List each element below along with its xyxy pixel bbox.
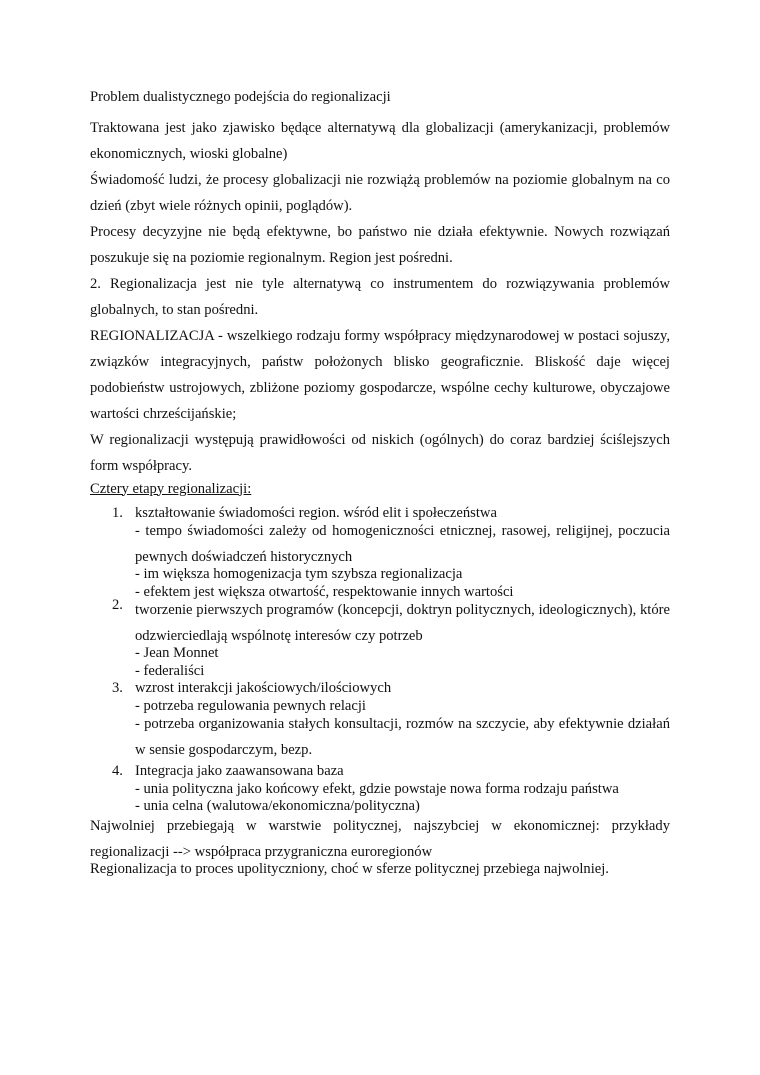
stage-detail: - tempo świadomości zależy od homogeniczności etnicznej, rasowej, religijnej, poczucia pewnych doświadczeń historycznych [135,523,670,565]
stage-detail: - im większa homogenizacja tym szybsza regionalizacja [135,566,463,582]
stage-detail: - efektem jest większa otwartość, respektowanie innych wartości [135,583,514,600]
stage-title: kształtowanie świadomości region. wśród elit i społeczeństwa [135,504,497,521]
stage-detail: - unia polityczna jako końcowy efekt, gdzie powstaje nowa forma rodzaju państwa [135,780,619,797]
stage-detail: - Jean Monnet [135,645,219,661]
paragraph-decision-processes: Procesy decyzyjne nie będą efektywne, bo państwo nie działa efektywnie. Nowych rozwiązań poszukuje się na poziomie regionalnym. Region jest pośredni. [90,223,670,266]
stage-title: Integracja jako zaawansowana baza [135,763,344,779]
stage-detail: - potrzeba regulowania pewnych relacji [135,697,366,714]
stage-number: 1. [112,504,123,521]
paragraph-instrument: 2. Regionalizacja jest nie tyle alternatywą co instrumentem do rozwiązywania problemów globalnych, to stan pośredni. [90,275,670,318]
closing-paragraph-pace: Najwolniej przebiegają w warstwie politycznej, najszybciej w ekonomicznej: przykłady regionalizacji --> współpraca przygraniczna euroregionów [90,817,670,860]
stages-list [90,505,670,816]
stages-heading: Cztery etapy regionalizacji: [90,480,252,497]
stage-item [90,763,670,816]
document-page [90,89,670,878]
paragraph-regularities: W regionalizacji występują prawidłowości od niskich (ogólnych) do coraz bardziej ściślejszych form współpracy. [90,431,670,474]
stage-number: 4. [112,763,123,779]
stage-item [90,597,670,680]
paragraph-definition: REGIONALIZACJA - wszelkiego rodzaju formy współpracy międzynarodowej w postaci sojuszy, związków integracyjnych, państw położonych blisko geograficznie. Bliskość daje więcej podobieństw ustrojowych, zbliżone poziomy gospodarcze, wspólne cechy kulturowe, obyczajowe wartości chrześcijańskie; [90,327,670,422]
paragraph-awareness: Świadomość ludzi, że procesy globalizacji nie rozwiążą problemów na poziomie globalnym na co dzień (zbyt wiele różnych opinii, poglądów). [90,171,670,214]
stage-item [90,505,670,602]
paragraph-globalization-alternative: Traktowana jest jako zjawisko będące alternatywą dla globalizacji (amerykanizacji, problemów ekonomicznych, wioski globalne) [90,119,670,162]
stage-title: tworzenie pierwszych programów (koncepcji, doktryn politycznych, ideologicznych), które odzwierciedlają wspólnotę interesów czy potrzeb [135,602,670,644]
stage-title: wzrost interakcji jakościowych/ilościowych [135,680,392,696]
closing-paragraph-summary: Regionalizacja to proces upolityczniony, choć w sferze politycznej przebiega najwolniej. [90,860,609,877]
stage-number: 3. [112,680,123,696]
stage-detail: - potrzeba organizowania stałych konsultacji, rozmów na szczycie, aby efektywnie działań w sensie gospodarczym, bezp. [135,716,670,758]
stage-item [90,680,670,763]
stage-detail: - federaliści [135,662,205,679]
document-title: Problem dualistycznego podejścia do regionalizacji [90,89,391,105]
stage-detail: - unia celna (walutowa/ekonomiczna/polityczna) [135,798,420,814]
stage-number: 2. [112,597,123,613]
